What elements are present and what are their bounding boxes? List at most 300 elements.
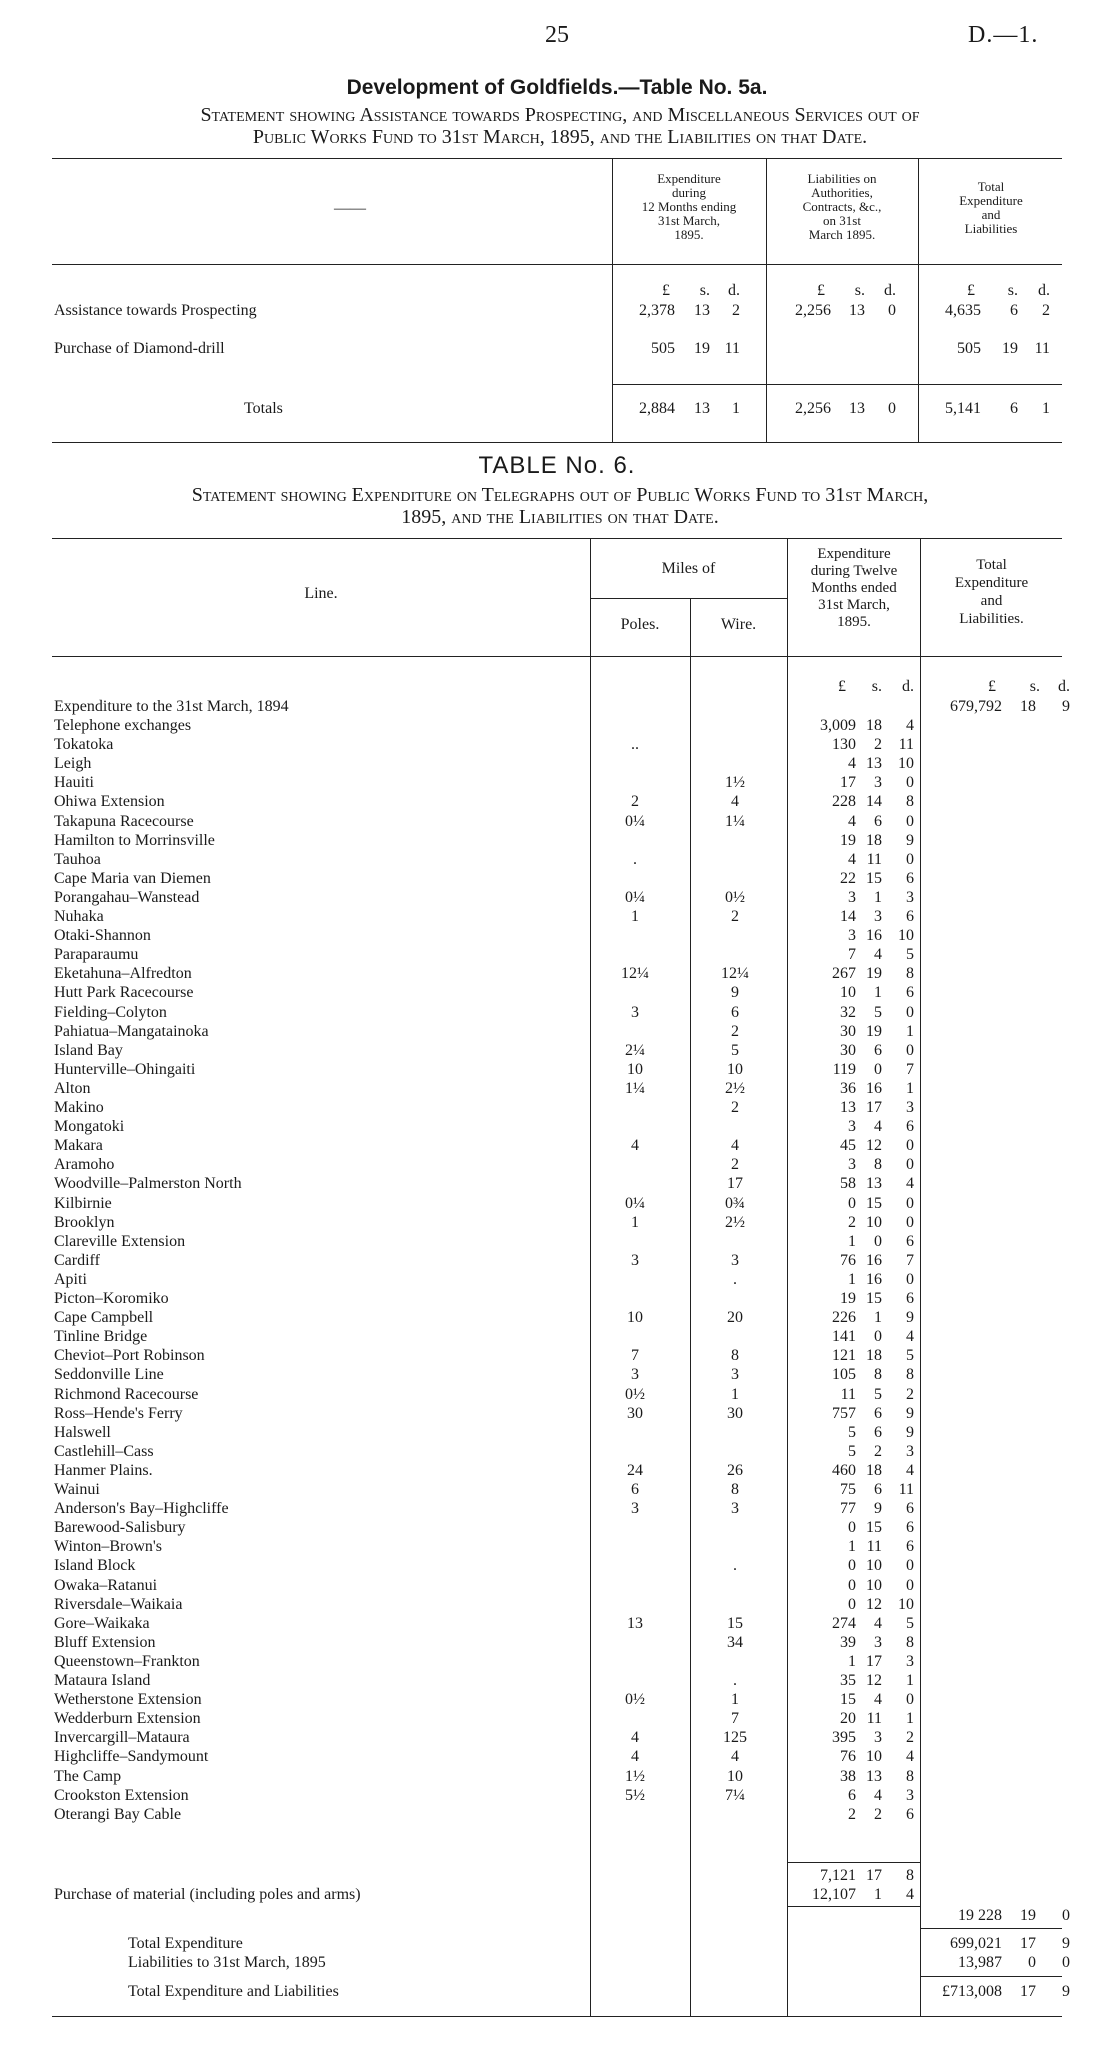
wire-miles: 7 — [731, 1710, 739, 1727]
exp-shillings: 9 — [874, 1500, 882, 1517]
table5a-top-rule — [52, 158, 1062, 159]
poles-miles: 0¼ — [625, 889, 645, 906]
hdr-line: Authorities, — [811, 185, 873, 200]
material-label: Purchase of material (including poles and arms) — [54, 1886, 361, 1903]
liab-pounds: 2,256 — [795, 400, 831, 417]
exp-pence: 5 — [906, 946, 914, 963]
exp-pence: 1 — [906, 1710, 914, 1727]
exp-pence: 1 — [906, 1672, 914, 1689]
exp-pounds: 1 — [848, 1233, 856, 1250]
line-name: Crookston Extension — [54, 1787, 189, 1804]
hdr-line: Total — [977, 179, 1005, 194]
exp-pence: 0 — [906, 774, 914, 791]
hdr-line: on 31st — [823, 213, 861, 228]
exp-shillings: 15 — [866, 1290, 882, 1307]
exp-shillings: 3 — [874, 1729, 882, 1746]
exp-pence: 11 — [898, 736, 914, 753]
line-name: Porangahau–Wanstead — [54, 889, 200, 906]
poles-miles: 4 — [631, 1137, 639, 1154]
material-shillings: 1 — [874, 1886, 882, 1903]
table6-statement-line1: Statement showing Expenditure on Telegraphs out of Public Works Fund to 31st March, — [191, 484, 929, 506]
exp-pounds: 58 — [840, 1175, 856, 1192]
exp-pounds: 13 — [840, 1099, 856, 1116]
exp-pence: 1 — [732, 400, 740, 417]
exp-pence: 10 — [898, 927, 914, 944]
poles-miles: 4 — [631, 1729, 639, 1746]
exp-pounds: 0 — [848, 1596, 856, 1613]
line-name: Riversdale–Waikaia — [54, 1596, 183, 1613]
exp-shillings: 1 — [874, 1309, 882, 1326]
line-name: Pahiatua–Mangatainoka — [54, 1023, 209, 1040]
exp-shillings: 6 — [874, 1042, 882, 1059]
exp-pounds: 76 — [840, 1748, 856, 1765]
line-name: Wedderburn Extension — [54, 1710, 201, 1727]
exp-pounds: 30 — [840, 1023, 856, 1040]
total-shillings: 6 — [1010, 400, 1018, 417]
exp-shillings: 4 — [874, 1615, 882, 1632]
exp-pence: 3 — [906, 889, 914, 906]
wire-miles: 6 — [731, 1004, 739, 1021]
hdr-line: 31st March, — [818, 597, 890, 613]
line-name: Invercargill–Mataura — [54, 1729, 190, 1746]
exp-pounds: 505 — [651, 340, 675, 357]
liabilities-pounds: 13,987 — [958, 1954, 1002, 1971]
exp-shillings: 10 — [866, 1748, 882, 1765]
exp-pounds: 1 — [848, 1271, 856, 1288]
poles-miles: 3 — [631, 1366, 639, 1383]
exp-shillings: 5 — [874, 1004, 882, 1021]
cur-d: d. — [884, 282, 896, 299]
line-name: Wetherstone Extension — [54, 1691, 202, 1708]
exp-shillings: 18 — [866, 832, 882, 849]
material-total-shillings: 19 — [1020, 1907, 1036, 1924]
exp-shillings: 6 — [874, 1405, 882, 1422]
exp-pounds: 2 — [848, 1214, 856, 1231]
poles-miles: 0¼ — [625, 813, 645, 830]
line-name: The Camp — [54, 1768, 122, 1785]
table6-top-rule — [52, 538, 1062, 539]
line-name: Otaki-Shannon — [54, 927, 151, 944]
exp-shillings: 3 — [874, 774, 882, 791]
poles-miles: 12¼ — [621, 965, 649, 982]
exp-shillings: 11 — [866, 1710, 882, 1727]
poles-miles: 0½ — [625, 1691, 645, 1708]
liab-shillings: 13 — [849, 302, 865, 319]
exp-pence: 6 — [906, 1118, 914, 1135]
exp-shillings: 0 — [874, 1328, 882, 1345]
exp-pence: 7 — [906, 1252, 914, 1269]
exp-pounds: 19 — [840, 1290, 856, 1307]
line-name: Mataura Island — [54, 1672, 151, 1689]
exp-pounds: 4 — [848, 851, 856, 868]
line-name: Paraparaumu — [54, 946, 139, 963]
table6-vline-wire — [690, 598, 691, 2016]
line-name: Tauhoa — [54, 851, 101, 868]
exp-pounds: 4 — [848, 755, 856, 772]
exp-shillings: 12 — [866, 1672, 882, 1689]
wire-miles: 10 — [727, 1061, 743, 1078]
exp-shillings: 12 — [866, 1596, 882, 1613]
exp-shillings: 8 — [874, 1366, 882, 1383]
line-name: Ross–Hende's Ferry — [54, 1405, 183, 1422]
exp-pounds: 460 — [832, 1462, 856, 1479]
exp-shillings: 4 — [874, 946, 882, 963]
exp-pounds: 0 — [848, 1577, 856, 1594]
line-name: Tokatoka — [54, 736, 114, 753]
exp-pounds: 3,009 — [820, 717, 856, 734]
exp-pounds: 5 — [848, 1424, 856, 1441]
exp-pence: 8 — [906, 1768, 914, 1785]
line-name: Island Block — [54, 1557, 136, 1574]
wire-miles: 5 — [731, 1042, 739, 1059]
hdr-line: 1895. — [674, 227, 704, 242]
cur-s: s. — [1029, 678, 1040, 695]
wire-miles: 34 — [727, 1634, 743, 1651]
exp-pence: 6 — [906, 984, 914, 1001]
wire-miles: 2½ — [725, 1214, 745, 1231]
exp-pence: 4 — [906, 1462, 914, 1479]
exp-pence: 0 — [906, 1195, 914, 1212]
grand-total-label: Total Expenditure and Liabilities — [128, 1983, 339, 2000]
line-name: Cardiff — [54, 1252, 100, 1269]
poles-miles: 2 — [631, 793, 639, 810]
exp-pounds: 130 — [832, 736, 856, 753]
wire-miles: 1¼ — [725, 813, 745, 830]
line-name: Woodville–Palmerston North — [54, 1175, 242, 1192]
poles-miles: . — [633, 851, 637, 868]
wire-miles: 3 — [731, 1366, 739, 1383]
exp-pounds: 0 — [848, 1519, 856, 1536]
grand-total-pounds: £713,008 — [942, 1983, 1002, 2000]
line-name: Mongatoki — [54, 1118, 125, 1135]
poles-miles: 1¼ — [625, 1080, 645, 1097]
subtotal-shillings: 17 — [866, 1867, 882, 1884]
table5a-bottom-rule — [52, 442, 1062, 443]
table5a-col-liabilities — [768, 172, 916, 242]
hdr-line: Expenditure — [954, 575, 1029, 591]
exp-shillings: 10 — [866, 1577, 882, 1594]
line-name: Queenstown–Frankton — [54, 1653, 200, 1670]
exp-pence: 3 — [906, 1443, 914, 1460]
wire-miles: 2 — [731, 908, 739, 925]
exp-shillings: 16 — [866, 1252, 882, 1269]
exp-pounds: 274 — [832, 1615, 856, 1632]
line-name: Nuhaka — [54, 908, 104, 925]
total-pence: 1 — [1042, 400, 1050, 417]
exp-shillings: 15 — [866, 1519, 882, 1536]
table6-total-rule — [920, 1928, 1062, 1929]
exp-pounds: 2,884 — [639, 400, 675, 417]
wire-miles: 3 — [731, 1252, 739, 1269]
line-name: Hunterville–Ohingaiti — [54, 1061, 196, 1078]
page-number: 25 — [545, 22, 569, 48]
exp-pounds: 77 — [840, 1500, 856, 1517]
hdr-line: and — [981, 207, 1001, 222]
poles-miles: .. — [631, 736, 639, 753]
material-total-pounds: 19 228 — [958, 1907, 1002, 1924]
poles-miles: 5½ — [625, 1787, 645, 1804]
table6-vline-poles — [590, 538, 591, 2016]
exp-pounds: 6 — [848, 1787, 856, 1804]
total-pounds: 505 — [957, 340, 981, 357]
exp-pounds: 76 — [840, 1252, 856, 1269]
exp-pounds: 3 — [848, 1118, 856, 1135]
exp-shillings: 1 — [874, 984, 882, 1001]
grand-total-pence: 9 — [1062, 1983, 1070, 2000]
poles-miles: 24 — [627, 1462, 643, 1479]
exp-shillings: 13 — [866, 755, 882, 772]
table6-col-line: Line. — [304, 585, 338, 602]
exp-pence: 0 — [906, 851, 914, 868]
table5a-vline-2 — [766, 158, 767, 264]
exp-pence: 6 — [906, 1500, 914, 1517]
line-name: Brooklyn — [54, 1214, 115, 1231]
exp-pence: 8 — [906, 793, 914, 810]
exp-pence: 3 — [906, 1787, 914, 1804]
wire-miles: 4 — [731, 793, 739, 810]
line-name: Seddonville Line — [54, 1366, 164, 1383]
table6-subtotal-rule — [787, 1862, 920, 1863]
poles-miles: 0½ — [625, 1386, 645, 1403]
line-name: Alton — [54, 1080, 91, 1097]
exp-pence: 4 — [906, 1328, 914, 1345]
exp-pence: 9 — [906, 1424, 914, 1441]
cur-d: d. — [902, 678, 914, 695]
exp-pounds: 20 — [840, 1710, 856, 1727]
table5a-totals-rule — [612, 384, 1062, 385]
exp-pence: 2 — [732, 302, 740, 319]
poles-miles: 6 — [631, 1481, 639, 1498]
cur-s: s. — [854, 282, 865, 299]
hdr-line: Liabilities. — [959, 611, 1024, 627]
exp-shillings: 10 — [866, 1557, 882, 1574]
wire-miles: 1 — [731, 1691, 739, 1708]
exp-shillings: 6 — [874, 1424, 882, 1441]
total-pounds: 679,792 — [950, 698, 1002, 715]
line-name: Clareville Extension — [54, 1233, 186, 1250]
poles-miles: 0¼ — [625, 1195, 645, 1212]
exp-pence: 6 — [906, 1233, 914, 1250]
poles-miles: 30 — [627, 1405, 643, 1422]
wire-miles: 26 — [727, 1462, 743, 1479]
wire-miles: 4 — [731, 1748, 739, 1765]
subtotal-pounds: 7,121 — [820, 1867, 856, 1884]
exp-shillings: 2 — [874, 736, 882, 753]
exp-pounds: 228 — [832, 793, 856, 810]
liabilities-label: Liabilities to 31st March, 1895 — [128, 1954, 326, 1971]
line-name: Gore–Waikaka — [54, 1615, 150, 1632]
exp-pence: 0 — [906, 1557, 914, 1574]
line-name: Hanmer Plains. — [54, 1462, 153, 1479]
table6-col-poles: Poles. — [620, 616, 660, 633]
wire-miles: 1 — [731, 1386, 739, 1403]
poles-miles: 2¼ — [625, 1042, 645, 1059]
exp-pounds: 75 — [840, 1481, 856, 1498]
exp-pence: 6 — [906, 1538, 914, 1555]
wire-miles: 20 — [727, 1309, 743, 1326]
wire-miles: . — [733, 1672, 737, 1689]
exp-shillings: 1 — [874, 889, 882, 906]
total-expenditure-pence: 9 — [1062, 1935, 1070, 1952]
exp-shillings: 19 — [694, 340, 710, 357]
exp-pounds: 22 — [840, 870, 856, 887]
exp-pounds: 45 — [840, 1137, 856, 1154]
poles-miles: 3 — [631, 1500, 639, 1517]
cur-d: d. — [1058, 678, 1070, 695]
line-name: Ohiwa Extension — [54, 793, 165, 810]
wire-miles: 8 — [731, 1481, 739, 1498]
exp-pence: 0 — [906, 1214, 914, 1231]
hdr-line: and — [980, 593, 1003, 609]
line-name: Hutt Park Racecourse — [54, 984, 194, 1001]
wire-miles: . — [733, 1271, 737, 1288]
table5a-col-expenditure — [614, 172, 764, 242]
table5a-col-total — [920, 180, 1062, 236]
line-name: Highcliffe–Sandymount — [54, 1748, 209, 1765]
cur-d: d. — [728, 282, 740, 299]
table5a-row-label: Assistance towards Prospecting — [54, 302, 257, 319]
exp-shillings: 16 — [866, 927, 882, 944]
wire-miles: 12¼ — [721, 965, 749, 982]
exp-pence: 4 — [906, 717, 914, 734]
exp-shillings: 12 — [866, 1137, 882, 1154]
line-name: Cape Campbell — [54, 1309, 154, 1326]
line-name: Eketahuna–Alfredton — [54, 965, 192, 982]
exp-pounds: 267 — [832, 965, 856, 982]
exp-pounds: 3 — [848, 889, 856, 906]
exp-shillings: 2 — [874, 1443, 882, 1460]
exp-shillings: 16 — [866, 1080, 882, 1097]
exp-pounds: 121 — [832, 1347, 856, 1364]
subtotal-pence: 8 — [906, 1867, 914, 1884]
exp-pounds: 36 — [840, 1080, 856, 1097]
exp-shillings: 19 — [866, 1023, 882, 1040]
cur-d: d. — [1038, 282, 1050, 299]
poles-miles: 10 — [627, 1061, 643, 1078]
exp-pence: 2 — [906, 1386, 914, 1403]
material-total-pence: 0 — [1062, 1907, 1070, 1924]
hdr-line: Expenditure — [959, 193, 1023, 208]
line-name: Kilbirnie — [54, 1195, 112, 1212]
line-name: Cheviot–Port Robinson — [54, 1347, 205, 1364]
poles-miles: 3 — [631, 1004, 639, 1021]
exp-pounds: 2,378 — [639, 302, 675, 319]
exp-pounds: 226 — [832, 1309, 856, 1326]
exp-pounds: 30 — [840, 1042, 856, 1059]
line-name: Anderson's Bay–Highcliffe — [54, 1500, 229, 1517]
exp-shillings: 17 — [866, 1653, 882, 1670]
table5a-blank-header: —— — [334, 200, 366, 217]
exp-pounds: 32 — [840, 1004, 856, 1021]
cur-pound: £ — [967, 282, 975, 299]
exp-pence: 8 — [906, 1634, 914, 1651]
cur-pound: £ — [838, 678, 846, 695]
wire-miles: 17 — [727, 1175, 743, 1192]
total-pence: 11 — [1034, 340, 1050, 357]
exp-pence: 0 — [906, 1271, 914, 1288]
exp-shillings: 8 — [874, 1156, 882, 1173]
table6-header-rule — [52, 656, 1062, 657]
hdr-line: during Twelve — [810, 563, 898, 579]
exp-pounds: 105 — [832, 1366, 856, 1383]
hdr-line: Liabilities — [964, 221, 1018, 236]
exp-shillings: 3 — [874, 908, 882, 925]
line-name: Richmond Racecourse — [54, 1386, 199, 1403]
table5a-statement-line1: Statement showing Assistance towards Prospecting, and Miscellaneous Services out of — [200, 104, 920, 126]
exp-pence: 1 — [906, 1023, 914, 1040]
exp-pence: 7 — [906, 1061, 914, 1078]
exp-pence: 0 — [906, 1137, 914, 1154]
poles-miles: 10 — [627, 1309, 643, 1326]
table5a-vline-1 — [612, 158, 613, 264]
hdr-line: Expenditure — [817, 546, 891, 562]
total-expenditure-label: Total Expenditure — [128, 1935, 243, 1952]
exp-pounds: 141 — [832, 1328, 856, 1345]
exp-shillings: 3 — [874, 1634, 882, 1651]
exp-shillings: 0 — [874, 1233, 882, 1250]
exp-pence: 9 — [906, 832, 914, 849]
hdr-line: during — [672, 185, 706, 200]
line-name: Aramoho — [54, 1156, 115, 1173]
exp-pounds: 3 — [848, 927, 856, 944]
exp-pence: 0 — [906, 1577, 914, 1594]
exp-shillings: 13 — [866, 1768, 882, 1785]
hdr-line: Expenditure — [657, 171, 721, 186]
exp-pounds: 2 — [848, 1806, 856, 1823]
exp-pence: 3 — [906, 1099, 914, 1116]
line-name: Wainui — [54, 1481, 100, 1498]
hdr-line: 1895. — [837, 614, 871, 630]
table6-miles-rule — [590, 598, 787, 599]
line-name: Owaka–Ratanui — [54, 1577, 158, 1594]
exp-pence: 5 — [906, 1347, 914, 1364]
poles-miles: 1 — [631, 908, 639, 925]
wire-miles: 125 — [723, 1729, 747, 1746]
wire-miles: 2 — [731, 1099, 739, 1116]
hdr-line: Months ended — [811, 580, 897, 596]
line-name: Winton–Brown's — [54, 1538, 163, 1555]
wire-miles: 3 — [731, 1500, 739, 1517]
exp-pence: 6 — [906, 908, 914, 925]
liab-pence: 0 — [888, 400, 896, 417]
exp-pence: 9 — [906, 1405, 914, 1422]
total-shillings: 6 — [1010, 302, 1018, 319]
wire-miles: 0½ — [725, 889, 745, 906]
liabilities-shillings: 0 — [1028, 1954, 1036, 1971]
exp-pounds: 19 — [840, 832, 856, 849]
exp-pence: 0 — [906, 1156, 914, 1173]
exp-pounds: 119 — [832, 1061, 856, 1078]
wire-miles: 2 — [731, 1023, 739, 1040]
table5a-totals-label: Totals — [244, 400, 283, 417]
exp-pence: 8 — [906, 1366, 914, 1383]
wire-miles: 8 — [731, 1347, 739, 1364]
exp-pounds: 7 — [848, 946, 856, 963]
table6-col-total — [921, 556, 1062, 628]
grand-total-shillings: 17 — [1020, 1983, 1036, 2000]
total-shillings: 18 — [1020, 698, 1036, 715]
cur-pound: £ — [662, 282, 670, 299]
hdr-line: Contracts, &c., — [802, 199, 882, 214]
exp-shillings: 0 — [874, 1061, 882, 1078]
table6-title: TABLE No. 6. — [478, 452, 636, 479]
wire-miles: 1½ — [725, 774, 745, 791]
table6-col-expenditure — [788, 546, 920, 631]
material-pence: 4 — [906, 1886, 914, 1903]
total-expenditure-pounds: 699,021 — [950, 1935, 1002, 1952]
line-name: Fielding–Colyton — [54, 1004, 167, 1021]
cur-pound: £ — [988, 678, 996, 695]
